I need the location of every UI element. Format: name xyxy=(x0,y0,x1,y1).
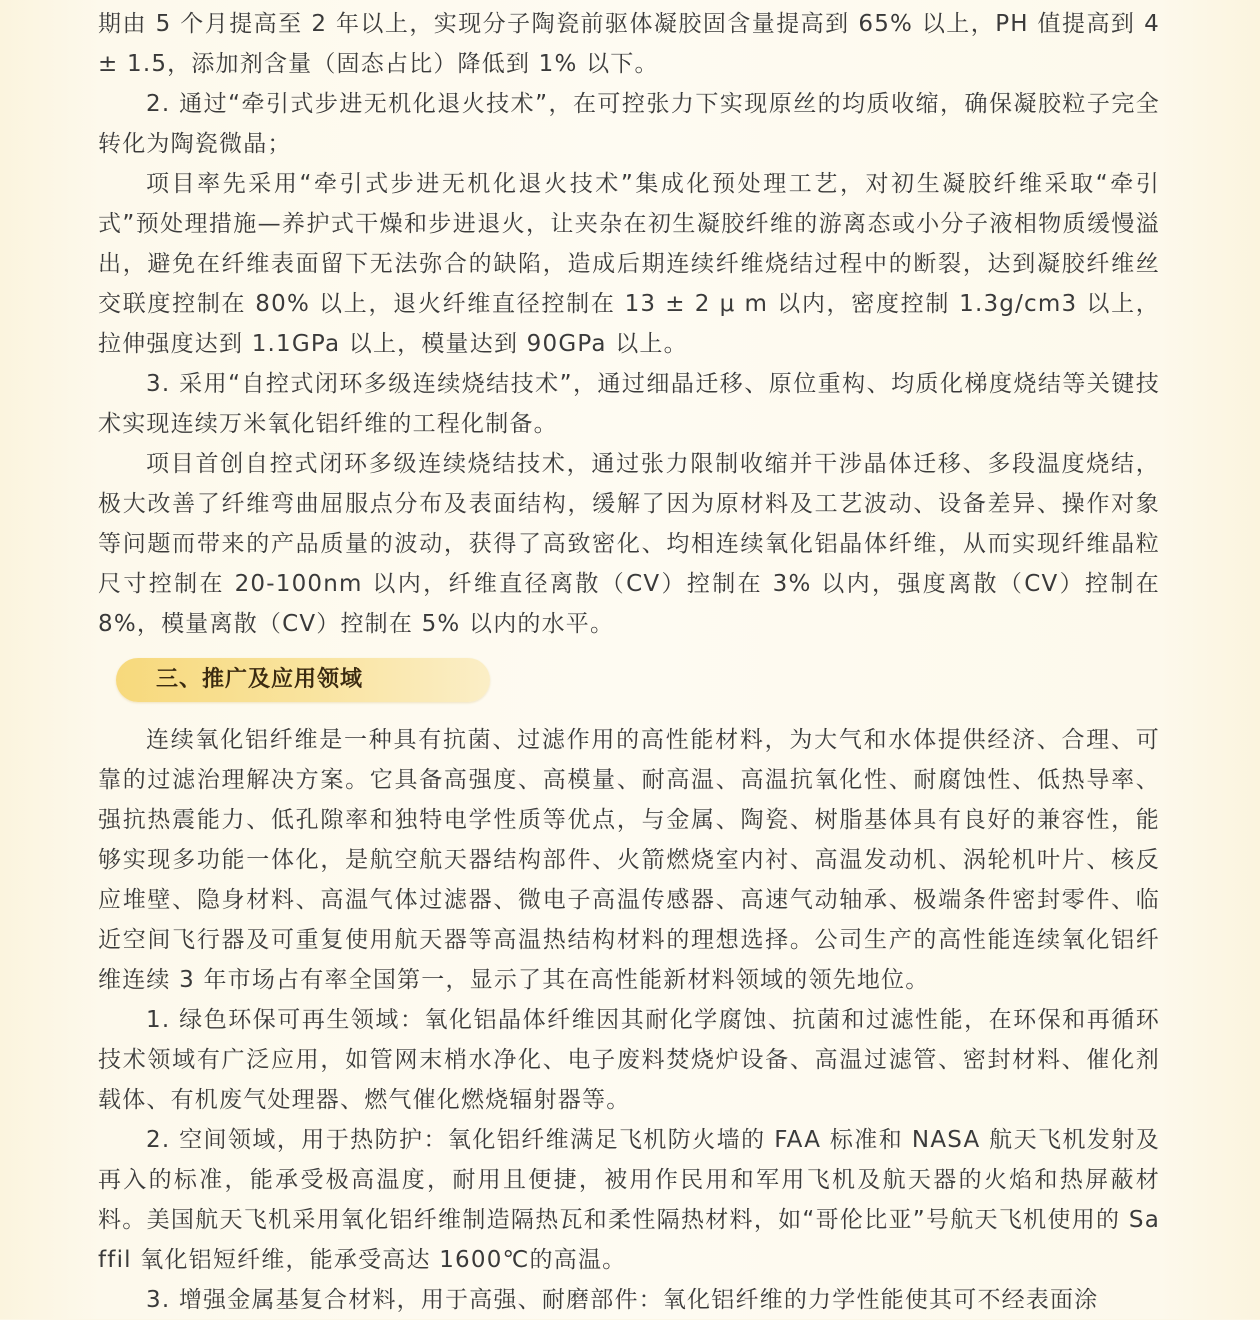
section-heading: 三、推广及应用领域 xyxy=(156,667,364,692)
paragraph-top-3: 3. 采用“自控式闭环多级连续烧结技术”，通过细晶迁移、原位重构、均质化梯度烧结等关键技术实现连续万米氧化铝纤维的工程化制备。 xyxy=(98,371,1160,437)
document-body xyxy=(98,4,1160,1320)
paragraph-bottom-3: 3. 增强金属基复合材料，用于高强、耐磨部件：氧化铝纤维的力学性能使其可不经表面涂 xyxy=(146,1287,1099,1313)
paragraph-top-0: 期由 5 个月提高至 2 年以上，实现分子陶瓷前驱体凝胶固含量提高到 65% 以上，PH 值提高到 4 ± 1.5，添加剂含量（固态占比）降低到 1% 以下。 xyxy=(98,11,1160,77)
paragraph-bottom-2: 2. 空间领域，用于热防护：氧化铝纤维满足飞机防火墙的 FAA 标准和 NASA 航天飞机发射及再入的标准，能承受极高温度，耐用且便捷，被用作民用和军用飞机及航天器的火焰和热屏蔽材料。美国航天飞机采用氧化铝纤维制造隔热瓦和柔性隔热材料，如“哥伦比亚”号航天飞机使用的 Saffil 氧化铝短纤维，能承受高达 1600℃的高温。 xyxy=(98,1127,1160,1273)
paragraph-top-2: 项目率先采用“牵引式步进无机化退火技术”集成化预处理工艺，对初生凝胶纤维采取“牵引式”预处理措施—养护式干燥和步进退火，让夹杂在初生凝胶纤维的游离态或小分子液相物质缓慢溢出，避免在纤维表面留下无法弥合的缺陷，造成后期连续纤维烧结过程中的断裂，达到凝胶纤维丝交联度控制在 80% 以上，退火纤维直径控制在 13 ± 2 μ m 以内，密度控制 1.3g/cm3 以上，拉伸强度达到 1.1GPa 以上，模量达到 90GPa 以上。 xyxy=(98,171,1160,357)
paragraph-top-1: 2. 通过“牵引式步进无机化退火技术”，在可控张力下实现原丝的均质收缩，确保凝胶粒子完全转化为陶瓷微晶； xyxy=(98,91,1160,157)
section-heading-banner xyxy=(116,658,490,702)
paragraph-bottom-1: 1. 绿色环保可再生领域：氧化铝晶体纤维因其耐化学腐蚀、抗菌和过滤性能，在环保和再循环技术领域有广泛应用，如管网末梢水净化、电子废料焚烧炉设备、高温过滤管、密封材料、催化剂载体、有机废气处理器、燃气催化燃烧辐射器等。 xyxy=(98,1007,1160,1113)
paragraph-bottom-0: 连续氧化铝纤维是一种具有抗菌、过滤作用的高性能材料，为大气和水体提供经济、合理、可靠的过滤治理解决方案。它具备高强度、高模量、耐高温、高温抗氧化性、耐腐蚀性、低热导率、强抗热震能力、低孔隙率和独特电学性质等优点，与金属、陶瓷、树脂基体具有良好的兼容性，能够实现多功能一体化，是航空航天器结构部件、火箭燃烧室内衬、高温发动机、涡轮机叶片、核反应堆壁、隐身材料、高温气体过滤器、微电子高温传感器、高速气动轴承、极端条件密封零件、临近空间飞行器及可重复使用航天器等高温热结构材料的理想选择。公司生产的高性能连续氧化铝纤维连续 3 年市场占有率全国第一，显示了其在高性能新材料领域的领先地位。 xyxy=(98,727,1160,993)
paragraph-top-4: 项目首创自控式闭环多级连续烧结技术，通过张力限制收缩并干涉晶体迁移、多段温度烧结，极大改善了纤维弯曲屈服点分布及表面结构，缓解了因为原材料及工艺波动、设备差异、操作对象等问题而带来的产品质量的波动，获得了高致密化、均相连续氧化铝晶体纤维，从而实现纤维晶粒尺寸控制在 20-100nm 以内，纤维直径离散（CV）控制在 3% 以内，强度离散（CV）控制在 8%，模量离散（CV）控制在 5% 以内的水平。 xyxy=(98,451,1160,637)
